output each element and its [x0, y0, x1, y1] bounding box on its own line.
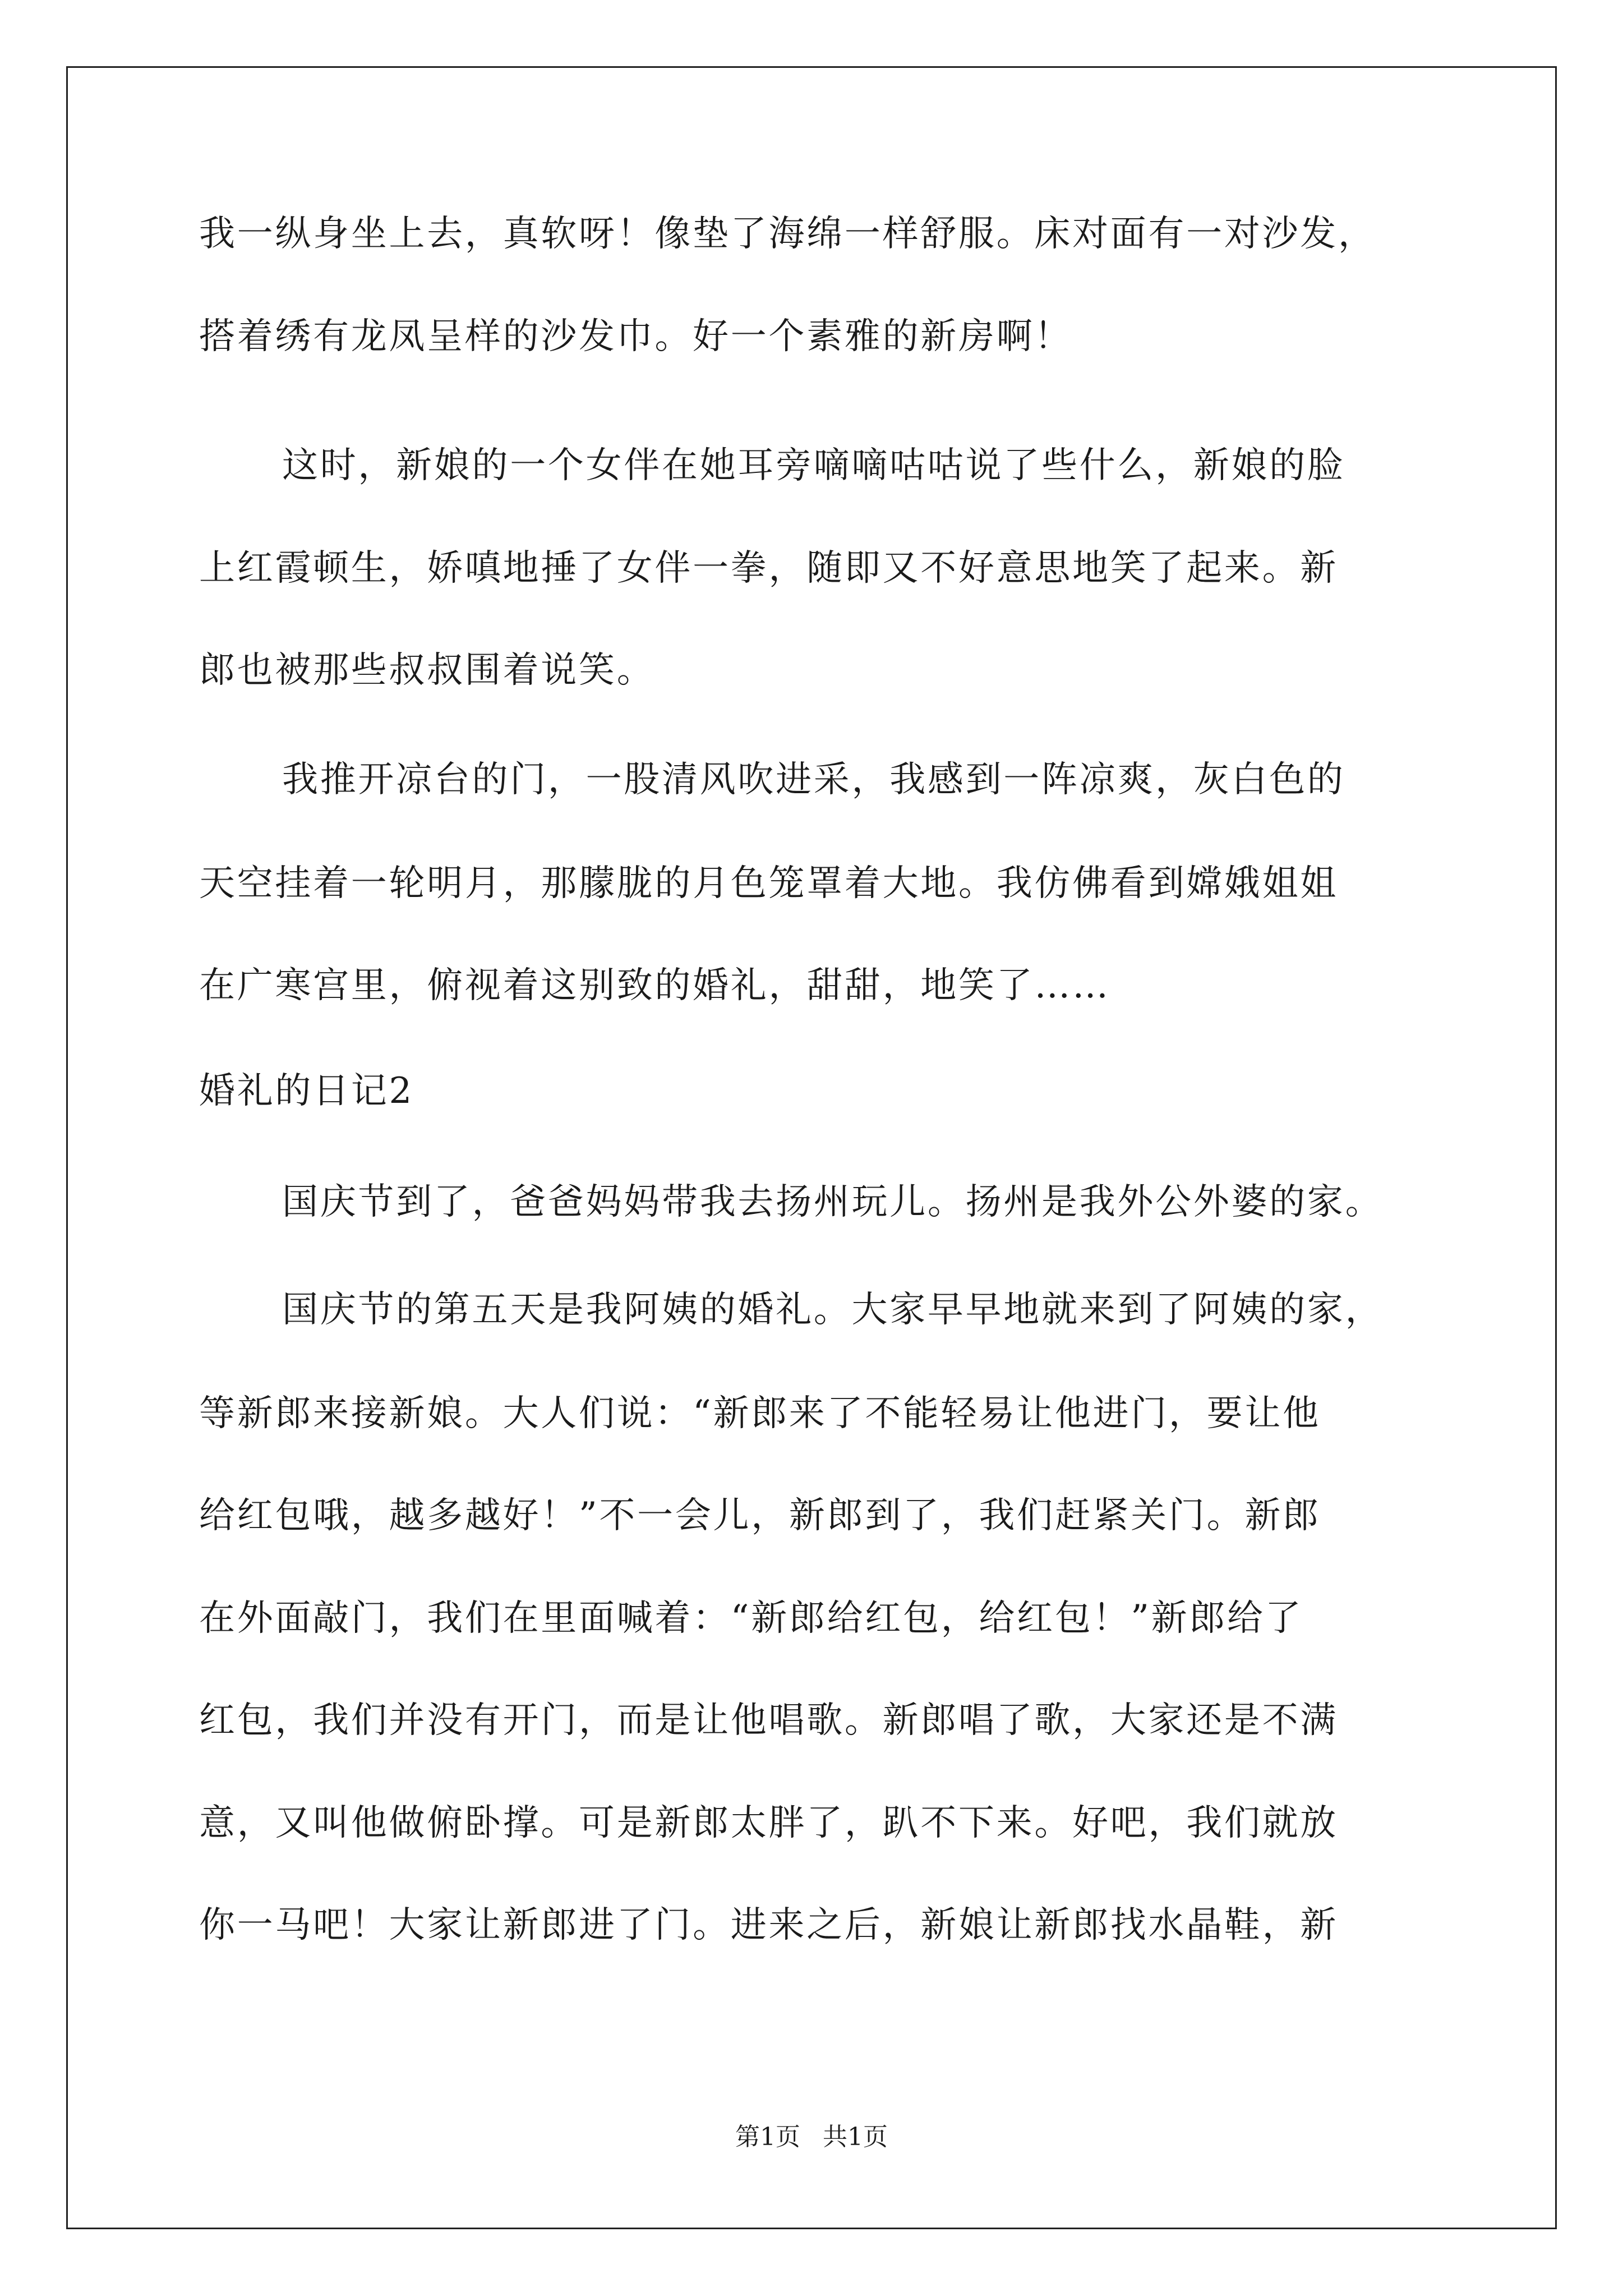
text-line: 搭着绣有龙凤呈样的沙发巾。好一个素雅的新房啊！: [199, 316, 1073, 357]
text-line: 在外面敲门，我们在里面喊着：“新郎给红包，给红包！”新郎给了: [199, 1598, 1303, 1639]
page-number: 第1页: [735, 2123, 800, 2151]
page-footer: [0, 2120, 1623, 2154]
text-line: 红包，我们并没有开门，而是让他唱歌。新郎唱了歌，大家还是不满: [199, 1700, 1338, 1741]
text-line: 天空挂着一轮明月，那朦胧的月色笼罩着大地。我仿佛看到嫦娥姐姐: [199, 863, 1338, 904]
text-line: 郎也被那些叔叔围着说笑。: [199, 650, 655, 691]
paragraph-first-line: 这时，新娘的一个女伴在她耳旁嘀嘀咕咕说了些什么，新娘的脸: [282, 445, 1345, 486]
text-line: 给红包哦，越多越好！”不一会儿，新郎到了，我们赶紧关门。新郎: [199, 1495, 1321, 1536]
text-line: 在广寒宫里，俯视着这别致的婚礼，甜甜，地笑了……: [199, 965, 1110, 1006]
paragraph-first-line: 国庆节的第五天是我阿姨的婚礼。大家早早地就来到了阿姨的家，: [282, 1289, 1384, 1331]
paragraph-first-line: 国庆节到了，爸爸妈妈带我去扬州玩儿。扬州是我外公外婆的家。: [282, 1181, 1384, 1223]
text-line: 等新郎来接新娘。大人们说：“新郎来了不能轻易让他进门，要让他: [199, 1393, 1321, 1434]
page-total: 共1页: [823, 2123, 888, 2151]
text-line: 上红霞顿生，娇嗔地捶了女伴一拳，随即又不好意思地笑了起来。新: [199, 547, 1338, 589]
text-line: 你一马吧！大家让新郎进了门。进来之后，新娘让新郎找水晶鞋，新: [199, 1904, 1338, 1946]
paragraph-first-line: 我推开凉台的门，一股清风吹进采，我感到一阵凉爽，灰白色的: [282, 759, 1345, 800]
text-line: 我一纵身坐上去，真软呀！像垫了海绵一样舒服。床对面有一对沙发，: [199, 213, 1376, 255]
section-heading: 婚礼的日记2: [199, 1070, 414, 1112]
text-line: 意，又叫他做俯卧撑。可是新郎太胖了，趴不下来。好吧，我们就放: [199, 1802, 1338, 1844]
